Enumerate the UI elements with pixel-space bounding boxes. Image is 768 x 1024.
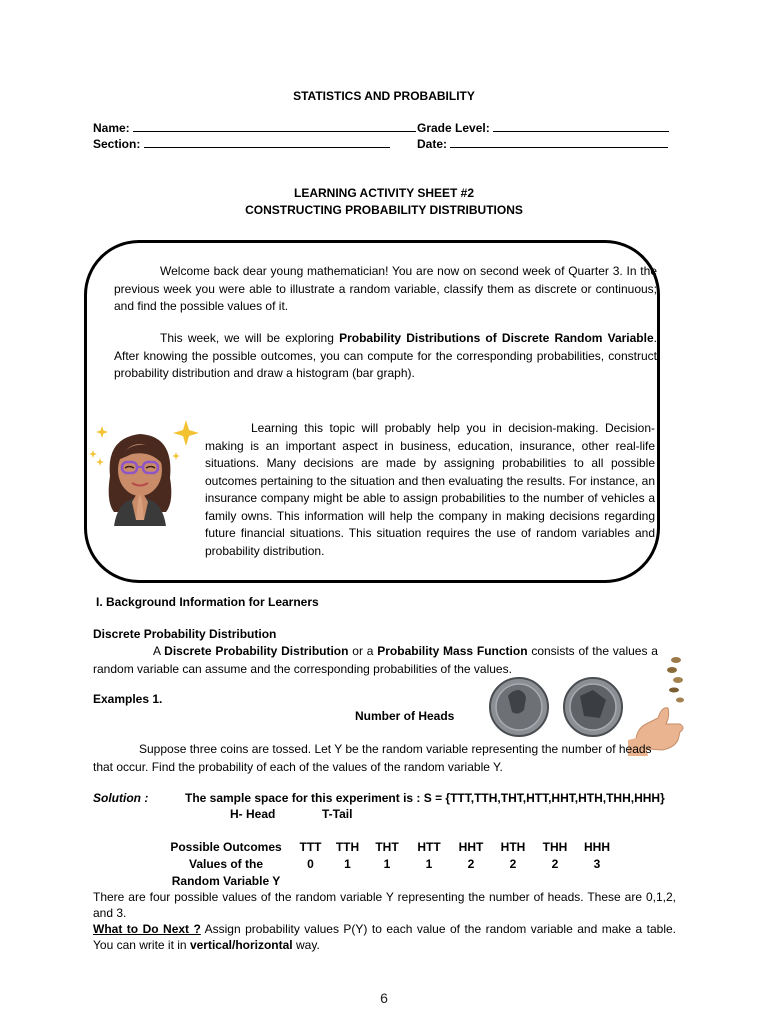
name-label: Name: bbox=[93, 121, 134, 135]
outcome-cell: THT bbox=[375, 840, 399, 854]
def-term-1: Discrete Probability Distribution bbox=[164, 644, 349, 658]
section-blank-line[interactable] bbox=[144, 137, 390, 148]
grade-blank-line[interactable] bbox=[493, 121, 669, 132]
next-label: What to Do Next ? bbox=[93, 922, 201, 936]
section-field-row bbox=[93, 137, 390, 151]
value-cell: 1 bbox=[425, 857, 433, 871]
value-cell: 2 bbox=[551, 857, 559, 871]
outcome-cell: TTH bbox=[335, 840, 360, 854]
outcome-cell: TTT bbox=[299, 840, 322, 854]
section-label: Section: bbox=[93, 137, 144, 151]
coin-icon bbox=[488, 676, 624, 738]
def-a: A bbox=[153, 644, 165, 658]
next-text-b: way. bbox=[292, 938, 320, 952]
page-number: 6 bbox=[380, 990, 388, 1006]
avatar-emoji bbox=[88, 416, 200, 526]
outcome-cell: HHH bbox=[584, 840, 610, 854]
head-legend: H- Head bbox=[230, 807, 276, 821]
next-bold: vertical/horizontal bbox=[189, 938, 293, 952]
date-blank-line[interactable] bbox=[450, 137, 668, 148]
conclusion-paragraph: There are four possible values of the random variable Y representing the number of heads. These are 0,1,2, and 3. bbox=[93, 890, 676, 920]
def-term-2: Probability Mass Function bbox=[377, 644, 528, 658]
subheading-discrete: Discrete Probability Distribution bbox=[93, 627, 277, 641]
values-row bbox=[160, 857, 618, 874]
next-paragraph bbox=[93, 921, 676, 953]
problem-paragraph: Suppose three coins are tossed. Let Y be the random variable representing the number of heads that occur. Find the probability of each of the values of the random variable Y. bbox=[93, 742, 652, 774]
definition-paragraph bbox=[93, 643, 658, 678]
value-cell: 1 bbox=[344, 857, 351, 871]
grade-field-row bbox=[417, 121, 669, 135]
intro-p2-bold: Probability Distributions of Discrete Random Variable bbox=[339, 331, 654, 345]
outcome-cell: HTT bbox=[417, 840, 441, 854]
sheet-subtitle: CONSTRUCTING PROBABILITY DISTRIBUTIONS bbox=[245, 203, 523, 217]
example-label: Examples 1. bbox=[93, 692, 163, 706]
outcomes-label: Possible Outcomes bbox=[170, 840, 282, 854]
value-cell: 2 bbox=[509, 857, 517, 871]
date-label: Date: bbox=[417, 137, 451, 151]
intro-paragraph-3: Learning this topic will probably help you in decision-making. Decision-making is an important aspect in business, education, insurance, other real-life situations. Many decisions are made by assigning probabilities to all possible outcomes pertaining to the situation and then evaluating the results. For instance, an insurance company might be able to assign probabilities to the number of vehicles a family owns. This information will help the company in making decisions regarding future financial situations. This situation requires the use of random variables and probability distribution. bbox=[205, 421, 655, 558]
grade-label: Grade Level: bbox=[417, 121, 494, 135]
value-cell: 1 bbox=[383, 857, 391, 871]
name-field-row bbox=[93, 121, 416, 135]
outcome-cell: THH bbox=[542, 840, 568, 854]
section-heading: I. Background Information for Learners bbox=[96, 595, 319, 609]
solution-label: Solution : bbox=[93, 791, 149, 805]
outcome-cell: HTH bbox=[500, 840, 526, 854]
value-cell: 3 bbox=[593, 857, 601, 871]
def-or: or a bbox=[348, 644, 378, 658]
tail-legend: T-Tail bbox=[322, 807, 353, 821]
outcomes-row bbox=[160, 840, 618, 857]
example-title: Number of Heads bbox=[355, 709, 455, 723]
value-cell: 2 bbox=[467, 857, 475, 871]
sample-space: The sample space for this experiment is : S = {TTT,TTH,THT,HTT,HHT,HTH,THH,HHH} bbox=[185, 791, 665, 805]
outcome-cell: HHT bbox=[458, 840, 484, 854]
next-text-a: Assign probability values P(Y) to each value of the random variable and make a table. You can write it in bbox=[93, 922, 677, 952]
subject-title: STATISTICS AND PROBABILITY bbox=[293, 89, 475, 103]
value-cell: 0 bbox=[307, 857, 314, 871]
date-field-row bbox=[417, 137, 668, 151]
intro-p2-post: . After knowing the possible outcomes, you can compute for the corresponding probabilities, construct probability distribution and draw a histogram (bar graph). bbox=[114, 331, 657, 380]
sheet-title: LEARNING ACTIVITY SHEET #2 bbox=[293, 186, 475, 200]
values-label-2: Random Variable Y bbox=[171, 874, 281, 888]
intro-paragraph-2 bbox=[114, 330, 657, 383]
intro-paragraph-1: Welcome back dear young mathematician! You are now on second week of Quarter 3. In the previous week you were able to illustrate a random variable, classify them as discrete or continuous; and find the possible values of it. bbox=[114, 264, 657, 313]
values-label: Values of the bbox=[188, 857, 264, 871]
def-rest: consists of the values a random variable can assume and the corresponding probabilities of the values. bbox=[93, 644, 658, 676]
intro-p2-pre: This week, we will be exploring bbox=[160, 331, 340, 345]
outcomes-table bbox=[160, 840, 618, 891]
name-blank-line[interactable] bbox=[133, 121, 416, 132]
